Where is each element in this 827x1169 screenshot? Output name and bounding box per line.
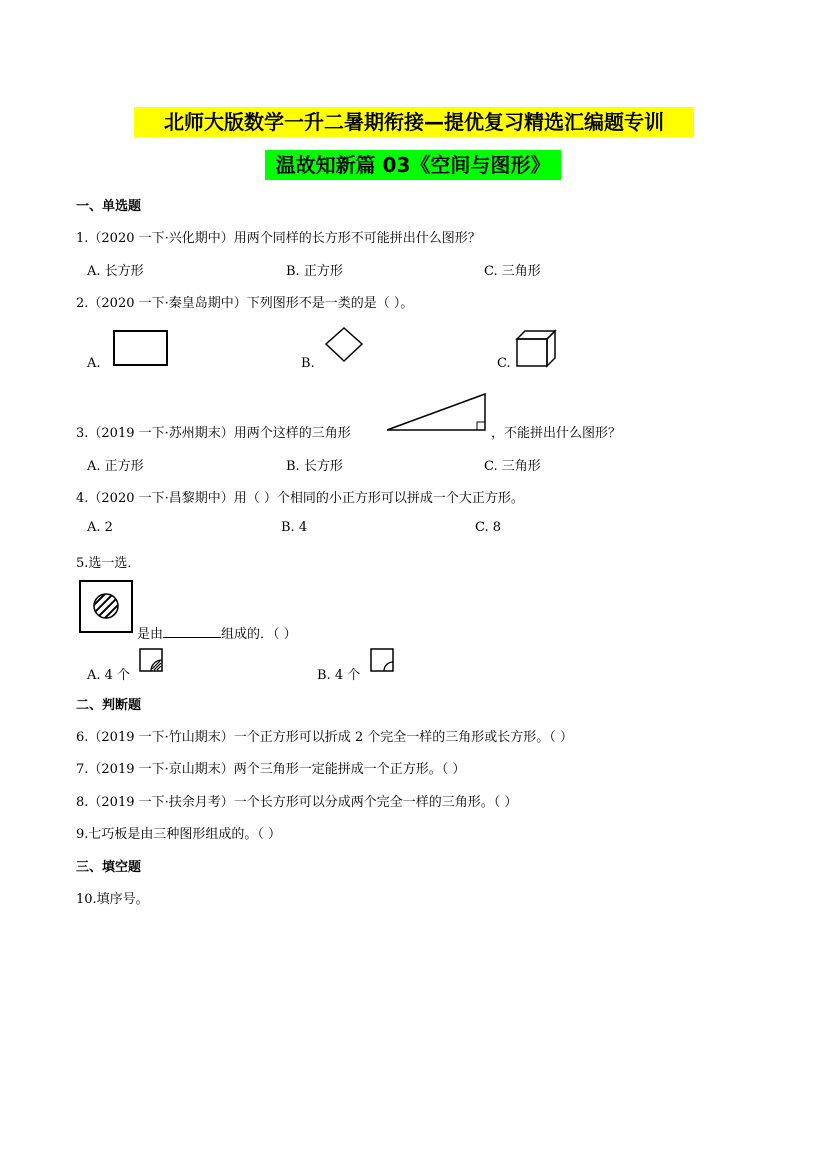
section-heading-true-false: 二、判断题	[76, 698, 142, 713]
page-subtitle: 温故知新篇 03《空间与图形》	[265, 150, 561, 180]
q3-option-a[interactable]: A. 正方形	[87, 459, 144, 474]
q3-option-b[interactable]: B. 长方形	[286, 459, 343, 474]
q4-option-a[interactable]: A. 2	[87, 520, 113, 535]
square-with-corner-arc-icon	[370, 648, 396, 674]
q1-option-a[interactable]: A. 长方形	[87, 264, 144, 279]
question-10: 10.填序号。	[76, 892, 149, 907]
q1-option-b[interactable]: B. 正方形	[286, 264, 343, 279]
section-heading-fill-blank: 三、填空题	[76, 860, 142, 875]
question-7: 7.（2019 一下·京山期末）两个三角形一定能拼成一个正方形。（ ）	[76, 762, 466, 777]
q2-option-a[interactable]: A.	[87, 356, 101, 371]
answer-blank[interactable]	[163, 625, 221, 638]
q4-option-b[interactable]: B. 4	[281, 520, 308, 535]
question-3-part1: 3.（2019 一下·苏州期末）用两个这样的三角形	[76, 426, 351, 441]
diamond-square-figure	[324, 326, 366, 364]
q5-option-b[interactable]: B. 4 个	[317, 668, 361, 683]
page-title: 北师大版数学一升二暑期衔接—提优复习精选汇编题专训	[134, 107, 694, 137]
q2-option-b[interactable]: B.	[301, 356, 315, 371]
q2-option-c[interactable]: C.	[497, 356, 511, 371]
square-with-hatched-corner-icon	[139, 648, 165, 674]
question-2: 2.（2020 一下·秦皇岛期中）下列图形不是一类的是（ ）。	[76, 296, 414, 311]
right-triangle-figure	[385, 392, 489, 434]
question-3-part2: ，不能拼出什么图形？	[491, 426, 622, 441]
question-1: 1.（2020 一下·兴化期中）用两个同样的长方形不可能拼出什么图形？	[76, 231, 481, 246]
question-6: 6.（2019 一下·竹山期末）一个正方形可以折成 2 个完全一样的三角形或长方形。（ ）	[76, 730, 573, 745]
question-4: 4.（2020 一下·昌黎期中）用（ ）个相同的小正方形可以拼成一个大正方形。	[76, 491, 524, 506]
square-with-hatched-circle-figure	[79, 580, 135, 634]
question-9: 9.七巧板是由三种图形组成的。（ ）	[76, 827, 282, 842]
cube-figure	[515, 329, 559, 369]
question-5-stem	[137, 623, 297, 642]
section-heading-single-choice: 一、单选题	[76, 199, 142, 214]
q5-stem-after: 组成的．（ ）	[221, 627, 297, 642]
question-8: 8.（2019 一下·扶余月考）一个长方形可以分成两个完全一样的三角形。（ ）	[76, 795, 518, 810]
rectangle-figure	[113, 330, 169, 368]
question-5: 5.选一选．	[76, 556, 141, 571]
q4-option-c[interactable]: C. 8	[475, 520, 502, 535]
q1-option-c[interactable]: C. 三角形	[484, 264, 541, 279]
q3-option-c[interactable]: C. 三角形	[484, 459, 541, 474]
q5-stem-before: 是由	[137, 627, 164, 642]
q5-option-a[interactable]: A. 4 个	[87, 668, 131, 683]
